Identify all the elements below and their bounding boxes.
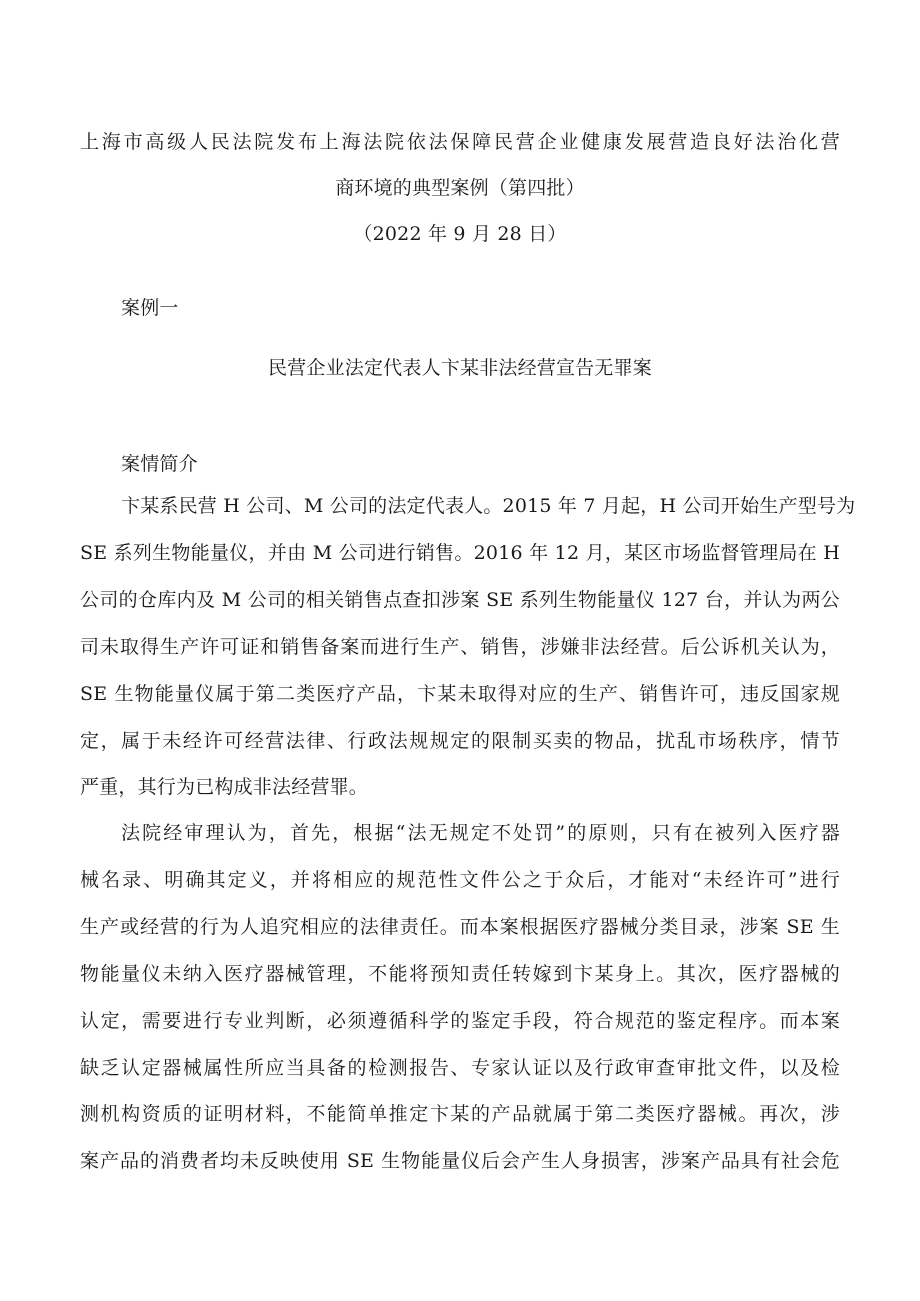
document-title-line-2: 商环境的典型案例（第四批）	[335, 177, 585, 199]
paragraph-line: 缺乏认定器械属性所应当具备的检测报告、专家认证以及行政审查审批文件，以及检	[80, 1057, 840, 1079]
paragraph-line: 卞某系民营 H 公司、M 公司的法定代表人。2015 年 7 月起，H 公司开始生产型号为	[121, 495, 856, 517]
paragraph-line: 生产或经营的行为人追究相应的法律责任。而本案根据医疗器械分类目录，涉案 SE 生	[80, 916, 840, 938]
paragraph-line: 测机构资质的证明材料，不能简单推定卞某的产品就属于第二类医疗器械。再次，涉	[80, 1103, 840, 1125]
paragraph-line: 械名录、明确其定义，并将相应的规范性文件公之于众后，才能对“未经许可”进行	[80, 869, 840, 891]
paragraph-line: 严重，其行为已构成非法经营罪。	[80, 776, 369, 798]
paragraph-line: 案产品的消费者均未反映使用 SE 生物能量仪后会产生人身损害，涉案产品具有社会危	[80, 1150, 840, 1172]
case-title: 民营企业法定代表人卞某非法经营宣告无罪案	[267, 357, 652, 379]
paragraph-line: SE 生物能量仪属于第二类医疗产品，卞某未取得对应的生产、销售许可，违反国家规	[80, 683, 840, 705]
case-label: 案例一	[121, 297, 179, 319]
paragraph-line: 公司的仓库内及 M 公司的相关销售点查扣涉案 SE 系列生物能量仪 127 台，并认为两公	[80, 589, 840, 611]
document-date: （2022 年 9 月 28 日）	[353, 223, 567, 245]
document-title-line-1: 上海市高级人民法院发布上海法院依法保障民营企业健康发展营造良好法治化营	[80, 131, 840, 153]
paragraph-line: 定，属于未经许可经营法律、行政法规规定的限制买卖的物品，扰乱市场秩序，情节	[80, 730, 840, 752]
paragraph-line: SE 系列生物能量仪，并由 M 公司进行销售。2016 年 12 月，某区市场监督管理局在 H	[80, 542, 840, 564]
paragraph-line: 司未取得生产许可证和销售备案而进行生产、销售，涉嫌非法经营。后公诉机关认为，	[80, 636, 840, 658]
paragraph-line: 物能量仪未纳入医疗器械管理，不能将预知责任转嫁到卞某身上。其次，医疗器械的	[80, 963, 840, 985]
section-heading: 案情简介	[121, 453, 198, 475]
paragraph-line: 法院经审理认为，首先，根据“法无规定不处罚”的原则，只有在被列入医疗器	[121, 822, 840, 844]
paragraph-line: 认定，需要进行专业判断，必须遵循科学的鉴定手段，符合规范的鉴定程序。而本案	[80, 1010, 840, 1032]
